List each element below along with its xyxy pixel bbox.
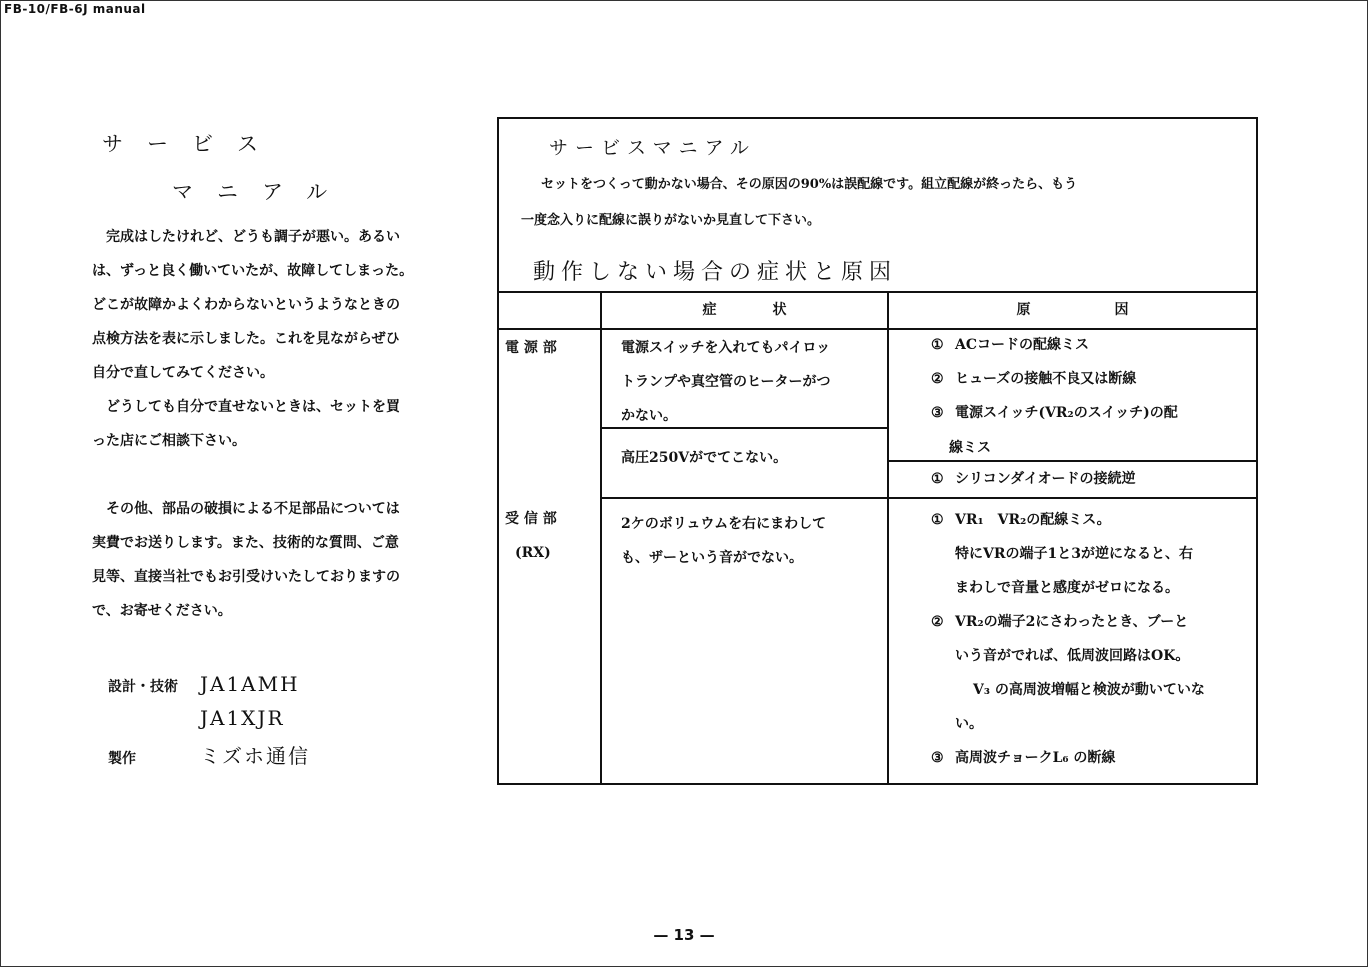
- item-text: VR₁ VR₂の配線ミス。: [955, 512, 1111, 528]
- symptom-rx: [621, 507, 883, 575]
- text-line: かない。: [621, 408, 677, 424]
- list-item: [931, 362, 1251, 396]
- list-item: [931, 503, 1251, 537]
- table-rule: [887, 291, 889, 783]
- item-text: ヒューズの接触不良又は断線: [955, 371, 1137, 387]
- item-text: V₃ の高周波増幅と検波が動いていな: [973, 682, 1205, 698]
- cause-power-2: [931, 462, 1135, 496]
- item-text: ACコードの配線ミス: [955, 337, 1090, 353]
- table-heading: 動作しない場合の症状と原因: [533, 260, 898, 285]
- table-rule: [602, 497, 1256, 499]
- section-title-line1: サービス: [102, 132, 282, 156]
- item-text: まわしで音量と感度がゼロになる。: [955, 580, 1179, 596]
- credit-row: [92, 672, 462, 706]
- credit-name: JA1AMH: [200, 672, 300, 696]
- box-title: サービスマニアル: [549, 137, 756, 159]
- symptom-power-2: 高圧250Vがでてこない。: [621, 450, 788, 466]
- item-number: ②: [931, 371, 944, 387]
- item-text: いう音がでれば、低周波回路はOK。: [955, 648, 1190, 664]
- list-item: [931, 537, 1251, 571]
- text-line: 2ケのボリュウムを右にまわして: [621, 516, 827, 532]
- text-line: 電源スイッチを入れてもパイロッ: [621, 340, 831, 356]
- section-power: 電 源 部: [505, 340, 557, 356]
- credit-row: [92, 706, 462, 740]
- list-item: [931, 328, 1251, 362]
- text-line: どこが故障かよくわからないというようなときの: [92, 297, 400, 313]
- list-item: [931, 741, 1251, 775]
- credit-label: 製作: [108, 751, 136, 767]
- list-item: [931, 639, 1251, 673]
- symptom-table: [499, 119, 1256, 783]
- section-rx: 受 信 部: [505, 511, 557, 527]
- section-rx-sub: (RX): [515, 545, 551, 561]
- item-number: ①: [931, 471, 944, 487]
- text-line: で、お寄せください。: [92, 603, 232, 619]
- text-line: 一度念入りに配線に誤りがないか見直して下さい。: [521, 213, 821, 228]
- text-line: トランプや真空管のヒーターがつ: [621, 374, 831, 390]
- text-line: も、ザーという音がでない。: [621, 550, 803, 566]
- credit-row: [92, 740, 462, 774]
- section-title-line2: マニアル: [172, 180, 352, 204]
- list-item: [931, 605, 1251, 639]
- cause-power-1-cont: 線ミス: [949, 440, 991, 456]
- item-number: ③: [931, 750, 944, 766]
- item-text: VR₂の端子2にさわったとき、ブーと: [955, 614, 1189, 630]
- text-line: 見等、直接当社でもお引受けいたしておりますの: [92, 569, 400, 585]
- item-number: ③: [931, 405, 944, 421]
- page-number: — 13 —: [653, 926, 715, 944]
- credit-name: ミズホ通信: [200, 744, 310, 768]
- credit-name: JA1XJR: [200, 706, 285, 730]
- item-text: い。: [955, 716, 983, 732]
- running-head: FB-10/FB-6J manual: [4, 2, 146, 16]
- item-text: 特にVRの端子1と3が逆になると、右: [955, 546, 1193, 562]
- list-item: [931, 707, 1251, 741]
- text-line: その他、部品の破損による不足部品については: [106, 501, 400, 517]
- item-number: ①: [931, 337, 944, 353]
- header-symptom: 症 状: [702, 302, 787, 318]
- item-number: ①: [931, 512, 944, 528]
- text-line: セットをつくって動かない場合、その原因の90%は誤配線です。組立配線が終ったら、もう: [541, 177, 1078, 192]
- header-cause: 原 因: [1016, 302, 1129, 318]
- text-line: は、ずっと良く働いていたが、故障してしまった。: [92, 263, 414, 279]
- symptom-power-1: [621, 331, 883, 433]
- credit-label: 設計・技術: [108, 679, 178, 695]
- list-item: [931, 571, 1251, 605]
- text-line: 完成はしたけれど、どうも調子が悪い。あるい: [106, 229, 400, 245]
- table-rule: [600, 291, 602, 783]
- text-line: った店にご相談下さい。: [92, 433, 246, 449]
- list-item: [931, 673, 1251, 707]
- item-text: 電源スイッチ(VR₂のスイッチ)の配: [955, 405, 1178, 421]
- text-line: 点検方法を表に示しました。これを見ながらぜひ: [92, 331, 400, 347]
- cause-power-1: [931, 328, 1251, 430]
- text-line: 自分で直してみてください。: [92, 365, 274, 381]
- text-line: どうしても自分で直せないときは、セットを買: [106, 399, 400, 415]
- list-item: [931, 396, 1251, 430]
- credits: [92, 672, 462, 774]
- item-text: 高周波チョークL₆ の断線: [955, 750, 1116, 766]
- item-text: シリコンダイオードの接続逆: [955, 471, 1136, 487]
- text-line: 実費でお送りします。また、技術的な質問、ご意: [92, 535, 399, 551]
- parts-paragraph: [92, 492, 462, 628]
- item-number: ②: [931, 614, 944, 630]
- intro-paragraph: [92, 220, 462, 458]
- left-column: [92, 128, 462, 774]
- service-manual-box: [497, 117, 1258, 785]
- cause-rx: [931, 503, 1251, 775]
